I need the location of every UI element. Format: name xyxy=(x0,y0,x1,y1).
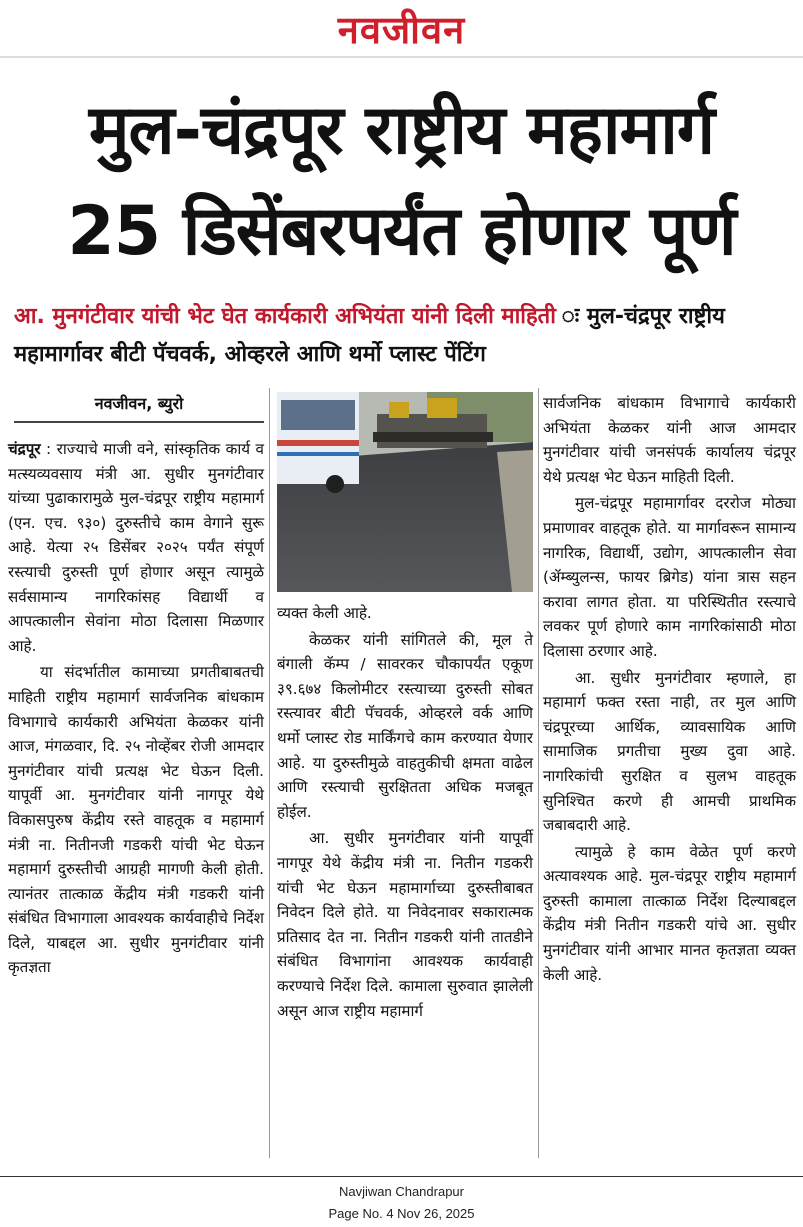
column-1-paragraph-1: चंद्रपूर : राज्याचे माजी वने, सांस्कृतिक कार्य व मत्स्यव्यवसाय मंत्री आ. सुधीर मुनगंटीवार यांच्या पुढाकारामुळे मुल-चंद्रपूर राष्ट्रीय महामार्ग (एन. एच. ९३०) दुरुस्तीचे काम वेगाने सुरू आहे. येत्या २५ डिसेंबर २०२५ पर्यंत संपूर्ण रस्त्याची दुरुस्ती पूर्ण होणार असून त्यामुळे सर्वसामान्य नागरिकांसह विद्यार्थी व आपत्कालीन सेवांना मोठा दिलासा मिळणार आहे. xyxy=(8,440,264,655)
column-3-paragraph-1: सार्वजनिक बांधकाम विभागाचे कार्यकारी अभियंता केळकर यांनी आज आमदार मुनगंटीवार यांची जनसंपर्क कार्यालय चंद्रपूर येथे प्रत्यक्ष भेट घेऊन माहिती दिली. xyxy=(543,394,796,486)
column-3-paragraph-3: आ. सुधीर मुनगंटीवार म्हणाले, हा महामार्ग फक्त रस्ता नाही, तर मुल आणि चंद्रपूरच्या आर्थिक, व्यावसायिक आणि सामाजिक प्रगतीचा मुख्य दुवा आहे. नागरिकांची सुरक्षित व सुलभ वाहतूक सुनिश्चित करणे ही आमची प्राथमिक जबाबदारी आहे. xyxy=(543,668,796,835)
masthead xyxy=(0,0,803,56)
byline: नवजीवन, ब्युरो xyxy=(94,394,184,413)
footer-publication: Navjiwan Chandrapur xyxy=(338,1184,464,1199)
footer-divider xyxy=(0,1176,803,1177)
article-column-3 xyxy=(543,391,796,989)
column-2-paragraph-3: आ. सुधीर मुनगंटीवार यांनी यापूर्वी नागपूर येथे केंद्रीय मंत्री ना. नितीन गडकरी यांची भेट घेऊन महामार्गाच्या दुरुस्तीबाबत निवेदन दिले होते. या निवेदनावर सकारात्मक प्रतिसाद देत ना. नितीन गडकरी यांनी तातडीने संबंधित विभागांना आवश्यक कार्यवाही करण्याचे निर्देश दिले. कामाला सुरुवात झालेली असून आज राष्ट्रीय महामार्ग xyxy=(277,829,533,1020)
headline-line-2: 25 डिसेंबरपर्यंत होणार पूर्ण xyxy=(67,192,736,271)
headline-line-1: मुल-चंद्रपूर राष्ट्रीय महामार्ग xyxy=(88,91,715,170)
road-photo-illustration xyxy=(277,392,533,592)
dateline: चंद्रपूर xyxy=(8,440,41,458)
article-column-1 xyxy=(8,437,264,982)
article-column-2 xyxy=(277,601,533,1025)
column-divider-2 xyxy=(538,388,539,1158)
footer-page-date: Page No. 4 Nov 26, 2025 xyxy=(328,1206,475,1221)
column-3-paragraph-2: मुल-चंद्रपूर महामार्गावर दररोज मोठ्या प्रमाणावर वाहतूक होते. या मार्गावरून सामान्य नागरिक, विद्यार्थी, उद्योग, आपत्कालीन सेवा (ॲम्ब्युलन्स, फायर ब्रिगेड) यांना त्रास सहन करावा लागत होता. या परिस्थितीत रस्त्याचे लवकर पूर्ण होणारे काम नागरिकांसाठी मोठा दिलासा ठरणार आहे. xyxy=(543,494,796,660)
byline-underline xyxy=(14,421,264,423)
subheadline-separator: ः xyxy=(555,304,587,329)
column-divider-1 xyxy=(269,388,270,1158)
road-resurfacing-photo xyxy=(277,392,533,592)
column-1-paragraph-2: या संदर्भातील कामाच्या प्रगतीबाबतची माहिती राष्ट्रीय महामार्ग सार्वजनिक बांधकाम विभागाचे कार्यकारी अभियंता केळकर यांनी आज, मंगळवार, दि. २५ नोव्हेंबर रोजी आमदार मुनगंटीवार यांची प्रत्यक्ष भेट घेऊन दिली. यापूर्वी आ. मुनगंटीवार यांनी नागपूर येथे विकासपुरुष केंद्रीय रस्ते वाहतूक व महामार्ग मंत्री ना. नितीनजी गडकरी यांची भेट घेऊन महामार्ग दुरुस्तीची आग्रही मागणी केली होती. त्यानंतर तात्काळ केंद्रीय मंत्री गडकरी यांनी संबंधित विभागाला आवश्यक कार्यवाहीचे निर्देश दिले, याबद्दल आ. सुधीर मुनगंटीवार यांनी कृतज्ञता xyxy=(8,663,264,977)
column-2-paragraph-1: व्यक्त केली आहे. xyxy=(277,604,372,622)
subheadline-red: आ. मुनगंटीवार यांची भेट घेत कार्यकारी अभियंता यांनी दिली माहिती xyxy=(14,304,556,329)
subheadline-black: मुल-चंद्रपूर राष्ट्रीय महामार्गावर बीटी पॅचवर्क, ओव्हरले आणि थर्मो प्लास्ट पेंटिंग xyxy=(14,304,725,367)
newspaper-logo: नवजीवन xyxy=(337,8,466,52)
column-3-paragraph-4: त्यामुळे हे काम वेळेत पूर्ण करणे अत्यावश्यक आहे. मुल-चंद्रपूर राष्ट्रीय महामार्ग दुरुस्ती कामाला तात्काळ निर्देश दिल्याबद्दल केंद्रीय मंत्री नितीन गडकरी यांचे आ. सुधीर मुनगंटीवार यांनी आभार मानत कृतज्ञता व्यक्त केली आहे. xyxy=(543,842,796,984)
masthead-divider xyxy=(0,56,803,58)
column-2-paragraph-2: केळकर यांनी सांगितले की, मूल ते बंगाली कॅम्प / सावरकर चौकापर्यंत एकूण ३९.६७४ किलोमीटर रस्त्याच्या दुरुस्ती सोबत रस्त्यावर बीटी पॅचवर्क, ओव्हरले वर्क आणि थर्मो प्लास्ट रोड मार्किंगचे काम करण्यात येणार आहे. या दुरुस्तीमुळे वाहतुकीची क्षमता वाढेल आणि रस्त्याची सुरक्षितता अधिक मजबूत होईल. xyxy=(277,630,533,821)
subheadline xyxy=(14,298,794,374)
